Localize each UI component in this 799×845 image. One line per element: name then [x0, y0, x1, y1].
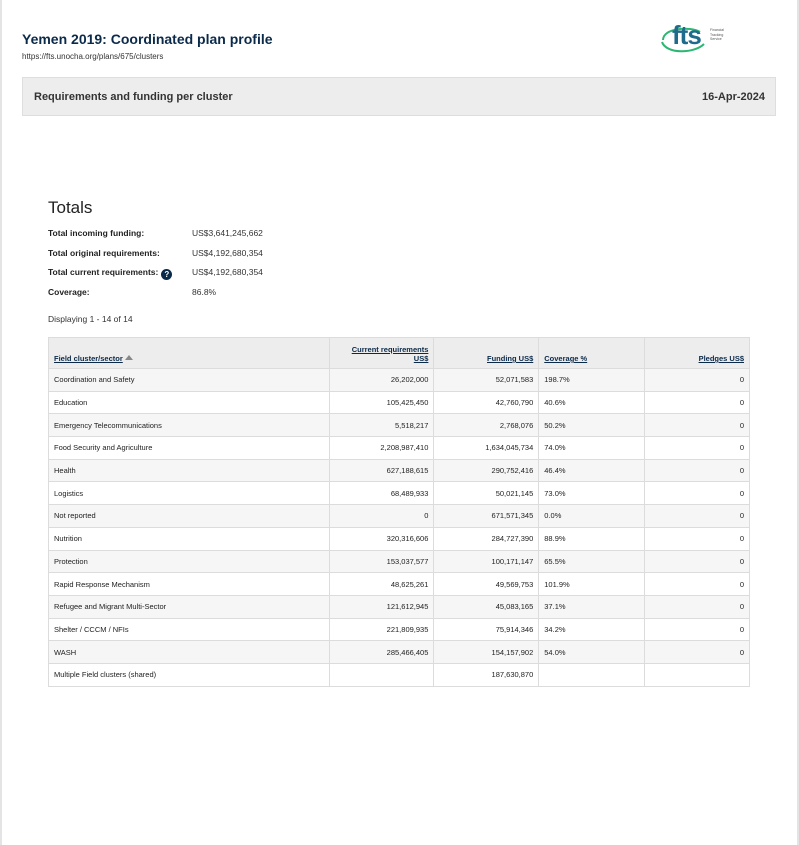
pledges-cell: 0 [645, 527, 750, 550]
section-banner [22, 77, 776, 116]
column-header-funding[interactable]: Funding US$ [434, 338, 539, 369]
funding-cell: 49,569,753 [434, 573, 539, 596]
column-header-pledges[interactable]: Pledges US$ [645, 338, 750, 369]
coverage-cell: 50.2% [539, 414, 645, 437]
funding-cell: 50,021,145 [434, 482, 539, 505]
cluster-name-cell: Rapid Response Mechanism [49, 573, 330, 596]
cluster-name-cell: Shelter / CCCM / NFIs [49, 618, 330, 641]
table-row [49, 482, 750, 505]
coverage-cell: 73.0% [539, 482, 645, 505]
requirements-cell: 121,612,945 [329, 595, 434, 618]
totals-value: US$4,192,680,354 [192, 247, 263, 258]
pledges-cell: 0 [645, 482, 750, 505]
requirements-cell: 153,037,577 [329, 550, 434, 573]
pledges-cell: 0 [645, 595, 750, 618]
coverage-cell: 54.0% [539, 641, 645, 664]
funding-cell: 290,752,416 [434, 459, 539, 482]
requirements-cell: 627,188,615 [329, 459, 434, 482]
requirements-cell: 0 [329, 505, 434, 528]
funding-cell: 2,768,076 [434, 414, 539, 437]
pledges-cell: 0 [645, 550, 750, 573]
funding-cell: 75,914,346 [434, 618, 539, 641]
pledges-cell: 0 [645, 391, 750, 414]
table-header-row [49, 338, 750, 369]
funding-cell: 187,630,870 [434, 663, 539, 686]
pledges-cell: 0 [645, 459, 750, 482]
column-header-label: Current requirements [351, 345, 429, 354]
logo-tagline-line: Service [710, 37, 722, 41]
pledges-cell: 0 [645, 369, 750, 392]
help-icon[interactable]: ? [161, 269, 172, 280]
column-header-coverage[interactable]: Coverage % [539, 338, 645, 369]
coverage-cell: 37.1% [539, 595, 645, 618]
logo-tagline-line: Tracking [710, 32, 724, 37]
cluster-name-cell: Protection [49, 550, 330, 573]
banner-date: 16-Apr-2024 [702, 91, 765, 103]
table-row [49, 369, 750, 392]
totals-label: Total incoming funding: [48, 228, 145, 238]
cluster-name-cell: Multiple Field clusters (shared) [49, 663, 330, 686]
cluster-name-cell: Emergency Telecommunications [49, 414, 330, 437]
funding-cell: 154,157,902 [434, 641, 539, 664]
column-header-requirements[interactable] [329, 338, 434, 369]
totals-label: Total current requirements: [48, 267, 159, 277]
coverage-cell: 101.9% [539, 573, 645, 596]
logo-tagline [710, 28, 736, 42]
cluster-name-cell: Not reported [49, 505, 330, 528]
totals-value: 86.8% [192, 286, 217, 297]
table-row [49, 505, 750, 528]
displaying-count: Displaying 1 - 14 of 14 [48, 314, 133, 324]
requirements-cell: 285,466,405 [329, 641, 434, 664]
pledges-cell [645, 663, 750, 686]
coverage-cell: 46.4% [539, 459, 645, 482]
table-row [49, 459, 750, 482]
pledges-cell: 0 [645, 414, 750, 437]
cluster-name-cell: Health [49, 459, 330, 482]
cluster-name-cell: Coordination and Safety [49, 369, 330, 392]
coverage-cell: 40.6% [539, 391, 645, 414]
coverage-cell: 88.9% [539, 527, 645, 550]
logo-text: fts [672, 20, 701, 50]
cluster-name-cell: Logistics [49, 482, 330, 505]
fts-logo [660, 20, 740, 54]
table-row [49, 595, 750, 618]
clusters-table [48, 337, 750, 687]
totals-label-with-help [48, 267, 172, 280]
requirements-cell: 221,809,935 [329, 618, 434, 641]
cluster-name-cell: Food Security and Agriculture [49, 437, 330, 460]
table-row [49, 391, 750, 414]
cluster-name-cell: Education [49, 391, 330, 414]
totals-label: Coverage: [48, 286, 90, 297]
cluster-name-cell: Nutrition [49, 527, 330, 550]
banner-title: Requirements and funding per cluster [34, 91, 233, 103]
sort-ascending-icon[interactable] [125, 355, 133, 360]
column-header-label: US$ [413, 354, 429, 363]
table-row [49, 641, 750, 664]
requirements-cell: 26,202,000 [329, 369, 434, 392]
coverage-cell: 198.7% [539, 369, 645, 392]
page-url[interactable]: https://fts.unocha.org/plans/675/clusters [22, 52, 164, 61]
coverage-cell: 0.0% [539, 505, 645, 528]
cluster-name-cell: WASH [49, 641, 330, 664]
totals-value: US$3,641,245,662 [192, 228, 263, 238]
table-row [49, 437, 750, 460]
funding-cell: 100,171,147 [434, 550, 539, 573]
pledges-cell: 0 [645, 573, 750, 596]
coverage-cell [539, 663, 645, 686]
page-edge-left [0, 0, 2, 845]
pledges-cell: 0 [645, 618, 750, 641]
funding-cell: 52,071,583 [434, 369, 539, 392]
pledges-cell: 0 [645, 641, 750, 664]
pledges-cell: 0 [645, 437, 750, 460]
requirements-cell: 5,518,217 [329, 414, 434, 437]
page-title: Yemen 2019: Coordinated plan profile [22, 31, 273, 47]
funding-cell: 45,083,165 [434, 595, 539, 618]
totals-heading: Totals [48, 198, 93, 217]
table-row [49, 618, 750, 641]
requirements-cell: 68,489,933 [329, 482, 434, 505]
table-row [49, 573, 750, 596]
requirements-cell: 2,208,987,410 [329, 437, 434, 460]
logo-tagline-line: Financial [710, 28, 725, 32]
coverage-cell: 65.5% [539, 550, 645, 573]
funding-cell: 42,760,790 [434, 391, 539, 414]
column-header-label: Field cluster/sector [54, 354, 123, 363]
coverage-cell: 74.0% [539, 437, 645, 460]
funding-cell: 671,571,345 [434, 505, 539, 528]
requirements-cell [329, 663, 434, 686]
funding-cell: 1,634,045,734 [434, 437, 539, 460]
requirements-cell: 105,425,450 [329, 391, 434, 414]
table-row [49, 414, 750, 437]
table-row [49, 550, 750, 573]
pledges-cell: 0 [645, 505, 750, 528]
table-row [49, 663, 750, 686]
funding-cell: 284,727,390 [434, 527, 539, 550]
requirements-cell: 48,625,261 [329, 573, 434, 596]
cluster-name-cell: Refugee and Migrant Multi-Sector [49, 595, 330, 618]
totals-label: Total original requirements: [48, 247, 160, 258]
totals-value: US$4,192,680,354 [192, 267, 263, 277]
table-row [49, 527, 750, 550]
requirements-cell: 320,316,606 [329, 527, 434, 550]
coverage-cell: 34.2% [539, 618, 645, 641]
column-header-cluster[interactable] [49, 338, 330, 369]
